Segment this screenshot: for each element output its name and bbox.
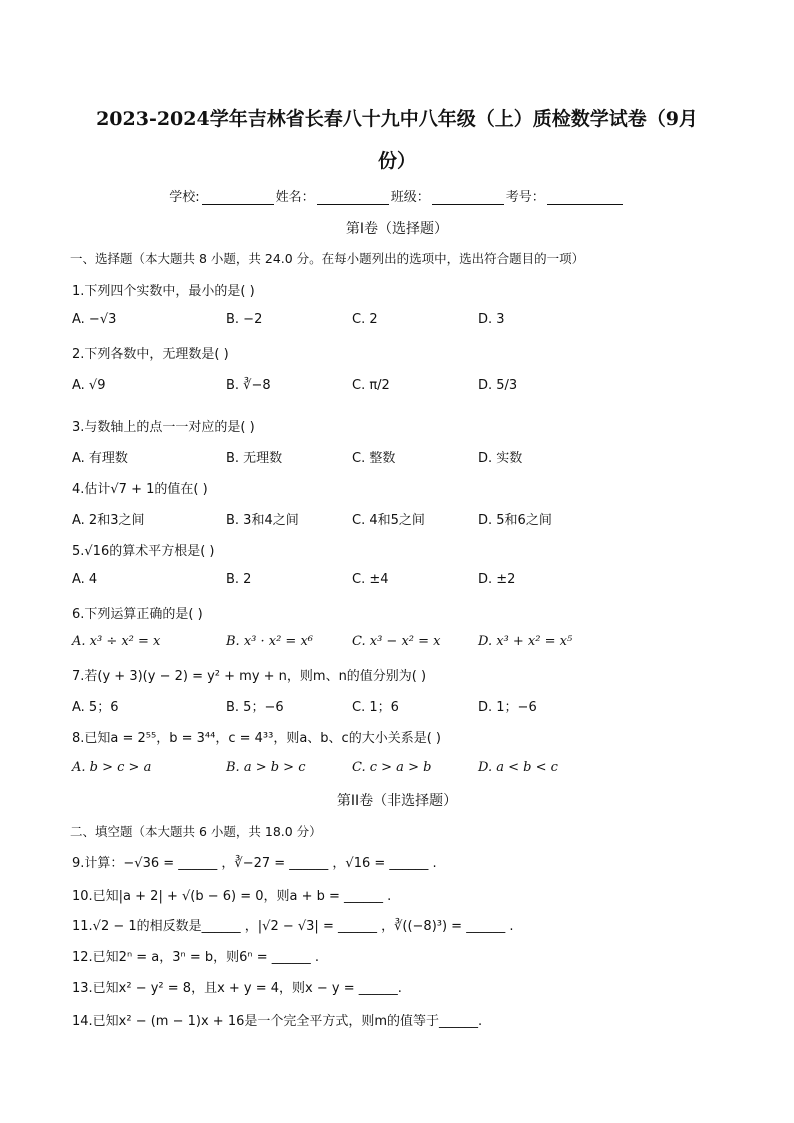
option-b: B. 5；−6 (226, 700, 284, 715)
question-2-options (72, 378, 732, 396)
question-2: 2.下列各数中，无理数是( ) (72, 347, 229, 362)
option-a: A. 5；6 (72, 700, 119, 715)
option-a: A. −√3 (72, 312, 117, 327)
option-d: D. ±2 (478, 572, 516, 587)
option-c: C. 2 (352, 312, 378, 327)
class-label: 班级： (390, 190, 430, 205)
option-b: B. 无理数 (226, 451, 283, 466)
option-c: C. ±4 (352, 572, 389, 587)
exam-no-label: 考号： (505, 190, 545, 205)
option-c: C. π/2 (352, 378, 390, 393)
option-a: A. x³ ÷ x² = x (72, 634, 161, 649)
option-c: C. 整数 (352, 451, 396, 466)
option-c: C. c > a > b (352, 760, 432, 775)
option-a: A. 有理数 (72, 451, 128, 466)
fill-question-11: 11.√2 − 1的相反数是______ ，|√2 − √3| = ______ ，∛((−8)³) = ______ . (72, 919, 514, 934)
school-label: 学校: (169, 190, 200, 205)
option-b: B. a > b > c (226, 760, 306, 775)
option-d: D. 3 (478, 312, 505, 327)
question-1-options (72, 312, 732, 330)
name-blank (317, 192, 389, 205)
option-d: D. x³ + x² = x⁵ (478, 634, 573, 649)
student-info-line (0, 186, 794, 205)
exam-no-blank (547, 192, 623, 205)
question-8: 8.已知a = 2⁵⁵，b = 3⁴⁴，c = 4³³，则a、b、c的大小关系是( ) (72, 731, 441, 746)
question-1: 1.下列四个实数中，最小的是( ) (72, 284, 255, 299)
option-d: D. 实数 (478, 451, 523, 466)
part-2-instructions: 二、填空题（本大题共 6 小题，共 18.0 分） (70, 824, 322, 839)
part-1-instructions: 一、选择题（本大题共 8 小题，共 24.0 分。在每小题列出的选项中，选出符合题目的一项） (70, 251, 585, 266)
fill-question-10: 10.已知|a + 2| + √(b − 6) = 0，则a + b = ______ . (72, 889, 392, 904)
option-b: B. x³ · x² = x⁶ (226, 634, 314, 649)
question-5: 5.√16的算术平方根是( ) (72, 544, 215, 559)
option-c: C. 4和5之间 (352, 513, 425, 528)
option-d: D. 1；−6 (478, 700, 537, 715)
section-1-heading: 第I卷（选择题） (345, 221, 449, 237)
option-a: A. b > c > a (72, 760, 152, 775)
question-5-options (72, 572, 732, 590)
option-d: D. 5和6之间 (478, 513, 552, 528)
option-a: A. 2和3之间 (72, 513, 145, 528)
option-c: C. x³ − x² = x (352, 634, 441, 649)
option-d: D. 5/3 (478, 378, 518, 393)
question-3-options (72, 447, 732, 465)
question-7: 7.若(y + 3)(y − 2) = y² + my + n，则m、n的值分别为( ) (72, 669, 427, 684)
option-b: B. −2 (226, 312, 263, 327)
option-a: A. 4 (72, 572, 98, 587)
exam-title-line2: 份） (377, 150, 416, 172)
class-blank (432, 192, 504, 205)
name-label: 姓名： (275, 190, 315, 205)
option-c: C. 1；6 (352, 700, 399, 715)
fill-question-9: 9.计算：−√36 = ______ ，∛−27 = ______ ，√16 = ______ . (72, 856, 437, 871)
option-b: B. 3和4之间 (226, 513, 299, 528)
option-b: B. 2 (226, 572, 252, 587)
question-4-options (72, 509, 732, 527)
option-d: D. a < b < c (478, 760, 558, 775)
question-6-options (72, 634, 732, 652)
fill-question-13: 13.已知x² − y² = 8，且x + y = 4，则x − y = ______. (72, 981, 402, 996)
option-a: A. √9 (72, 378, 106, 393)
fill-question-12: 12.已知2ⁿ = a，3ⁿ = b，则6ⁿ = ______ . (72, 950, 319, 965)
fill-question-14: 14.已知x² − (m − 1)x + 16是一个完全平方式，则m的值等于______. (72, 1014, 483, 1029)
question-7-options (72, 696, 732, 714)
question-4: 4.估计√7 + 1的值在( ) (72, 482, 208, 497)
question-8-options (72, 760, 732, 778)
exam-title-line1: 2023-2024学年吉林省长春八十九中八年级（上）质检数学试卷（9月 (96, 108, 698, 130)
school-blank (202, 192, 274, 205)
option-b: B. ∛−8 (226, 378, 271, 393)
section-2-heading: 第II卷（非选择题） (336, 793, 458, 809)
question-6: 6.下列运算正确的是( ) (72, 607, 203, 622)
question-3: 3.与数轴上的点一一对应的是( ) (72, 420, 255, 435)
